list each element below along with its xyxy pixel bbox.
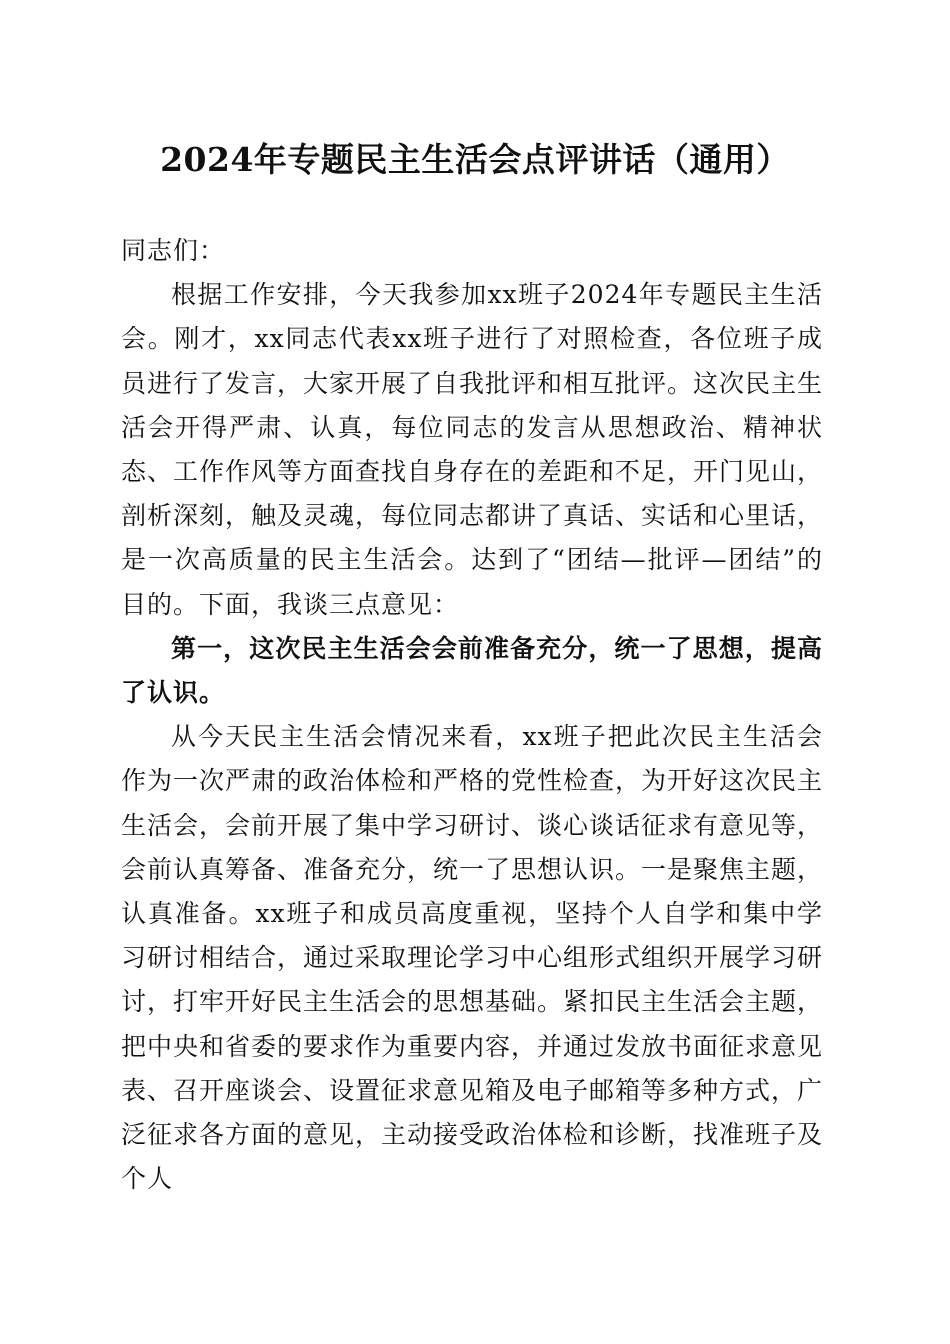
document-body [121, 229, 823, 1201]
paragraph-point-one-body: 从今天民主生活会情况来看，xx班子把此次民主生活会作为一次严肃的政治体检和严格的党性检查，为开好这次民主生活会，会前开展了集中学习研讨、谈心谈话征求有意见等，会前认真筹备、准备充分，统一了思想认识。一是聚焦主题，认真准备。xx班子和成员高度重视，坚持个人自学和集中学习研讨相结合，通过采取理论学习中心组形式组织开展学习研讨，打牢开好民主生活会的思想基础。紧扣民主生活会主题，把中央和省委的要求作为重要内容，并通过发放书面征求意见表、召开座谈会、设置征求意见箱及电子邮箱等多种方式，广泛征求各方面的意见，主动接受政治体检和诊断，找准班子及个人 [121, 722, 824, 1194]
salutation: 同志们： [121, 236, 226, 265]
paragraph-point-one-heading: 第一，这次民主生活会会前准备充分，统一了思想，提高了认识。 [121, 633, 823, 708]
document-title: 2024年专题民主生活会点评讲话（通用） [160, 140, 790, 179]
paragraph-opening: 根据工作安排，今天我参加xx班子2024年专题民主生活会。刚才，xx同志代表xx班子进行了对照检查，各位班子成员进行了发言，大家开展了自我批评和相互批评。这次民主生活会开得严肃、认真，每位同志的发言从思想政治、精神状态、工作作风等方面查找自身存在的差距和不足，开门见山，剖析深刻，触及灵魂，每位同志都讲了真话、实话和心里话，是一次高质量的民主生活会。达到了“团结—批评—团结”的目的。下面，我谈三点意见： [121, 280, 824, 619]
